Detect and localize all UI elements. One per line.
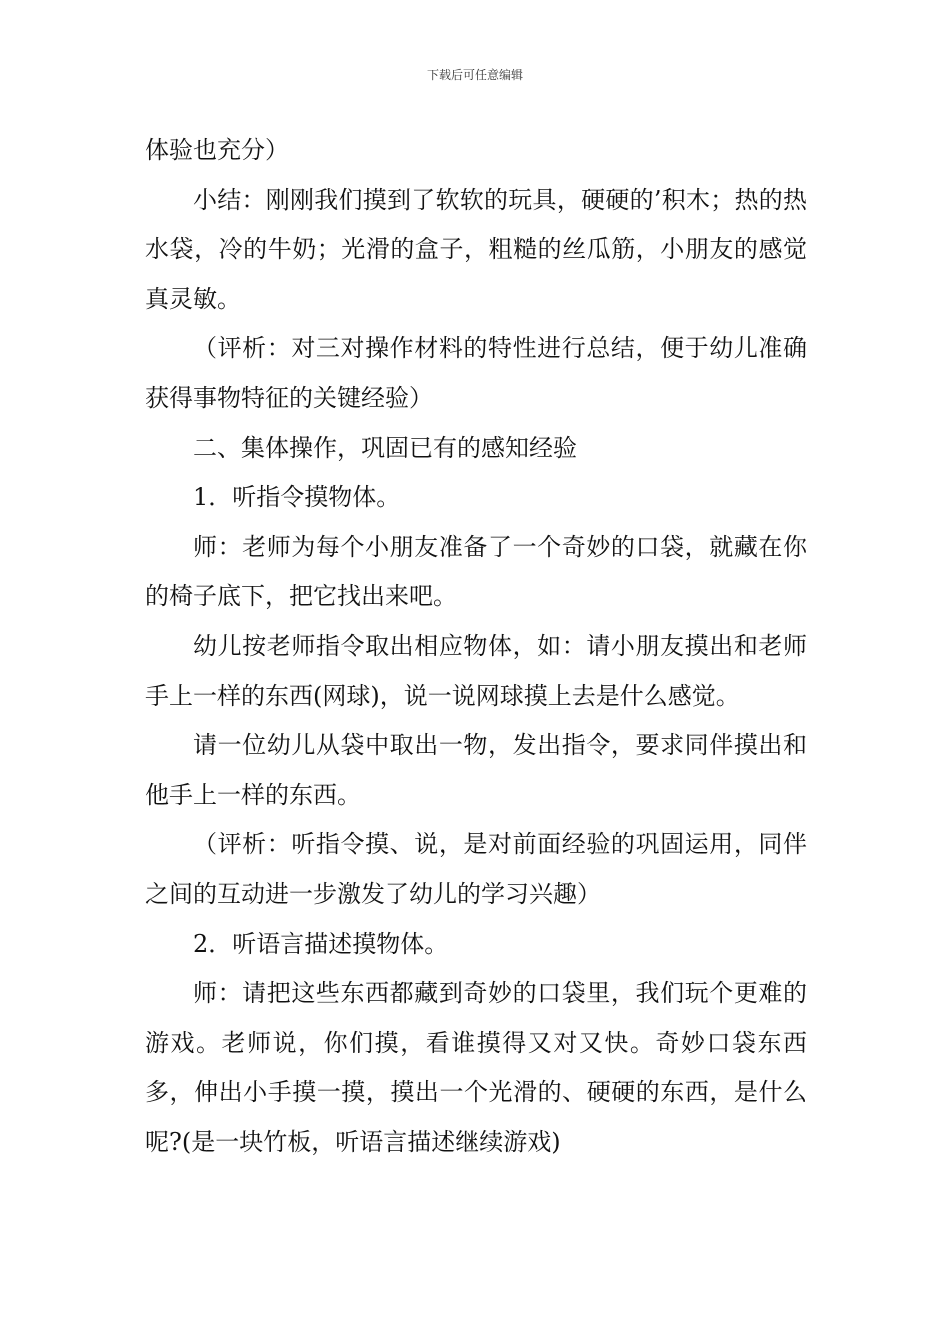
subheading-1: 1．听指令摸物体。 [193,483,401,512]
page-header: 下载后可任意编辑 [426,68,523,82]
subheading-2: 2．听语言描述摸物体。 [193,929,449,958]
paragraph-child-instruction: 幼儿按老师指令取出相应物体，如：请小朋友摸出和老师手上一样的东西(网球)，说一说网球摸上去是什么感觉。 [145,631,807,710]
paragraph-teacher-1: 师：老师为每个小朋友准备了一个奇妙的口袋，就藏在你的椅子底下，把它找出来吧。 [145,532,807,611]
paragraph-summary: 小结：刚刚我们摸到了软软的玩具，硬硬的’积木；热的热水袋，冷的牛奶；光滑的盒子，粗糙的丝瓜筋，小朋友的感觉真灵敏。 [145,185,807,313]
paragraph-comment-1: （评析：对三对操作材料的特性进行总结，便于幼儿准确获得事物特征的关键经验） [145,334,807,412]
document-body [145,126,807,1167]
paragraph-teacher-2: 师：请把这些东西都藏到奇妙的口袋里，我们玩个更难的游戏。老师说，你们摸，看谁摸得又对又快。奇妙口袋东西多，伸出小手摸一摸，摸出一个光滑的、硬硬的东西，是什么呢?(是一块竹板，听语言描述继续游戏) [145,979,807,1156]
section-heading-2: 二、集体操作，巩固已有的感知经验 [193,433,577,462]
paragraph-comment-2: （评析：听指令摸、说，是对前面经验的巩固运用，同伴之间的互动进一步激发了幼儿的学习兴趣） [145,830,807,908]
paragraph-peer-instruction: 请一位幼儿从袋中取出一物，发出指令，要求同伴摸出和他手上一样的东西。 [145,731,807,809]
paragraph-continuation: 体验也充分） [145,136,289,164]
